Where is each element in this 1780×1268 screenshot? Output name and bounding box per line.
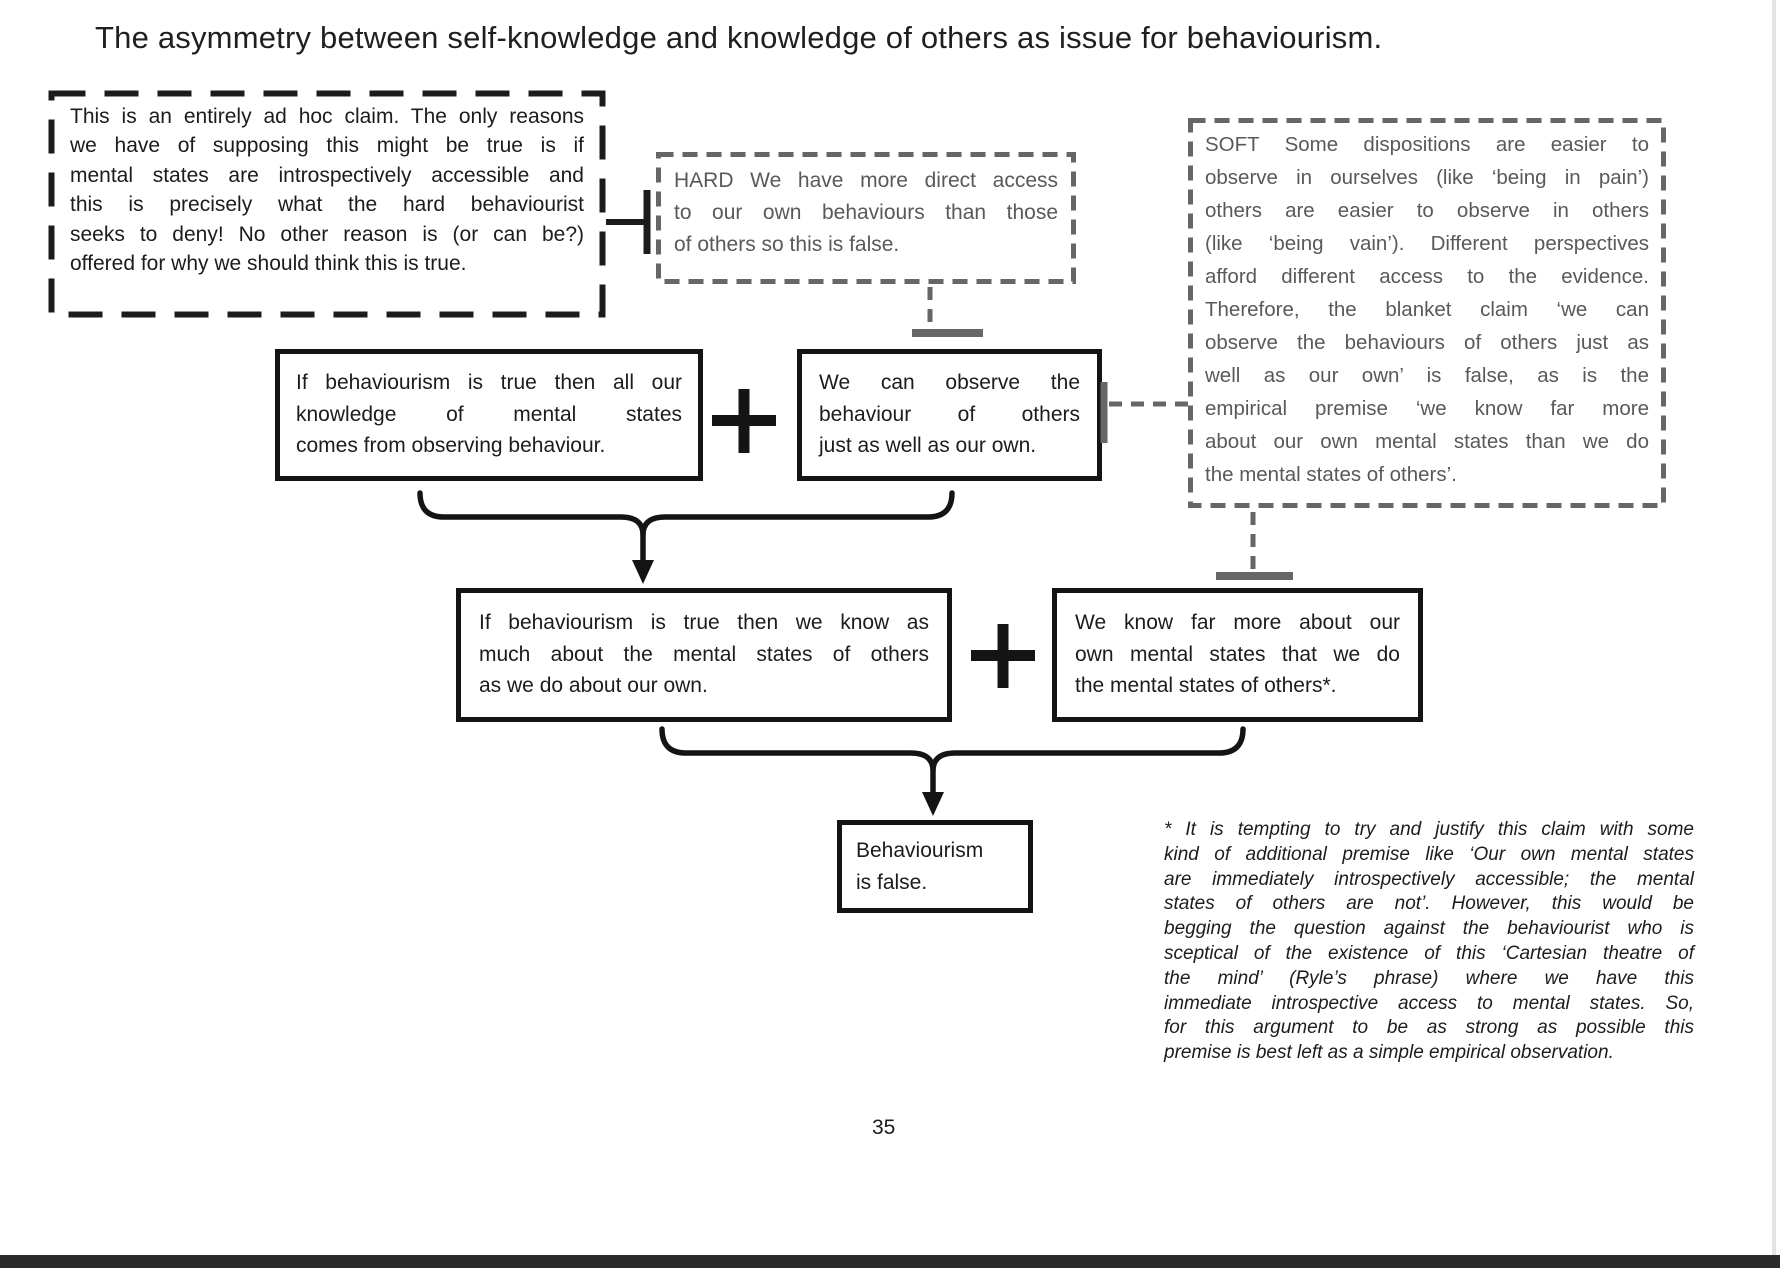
- plus-icon: [712, 389, 776, 453]
- bottom-bar: [0, 1255, 1780, 1268]
- intermediate-conclusion-text: If behaviourism is true then we know as much about the mental states of others as we do about our own.: [479, 611, 929, 697]
- soft-response-text: SOFT Some dispositions are easier to observe in ourselves (like ‘being in pain’) others are easier to observe in others (like ‘being vain’). Different perspectives afford different access to the evidence. Therefore, the blanket claim ‘we can observe the behaviours of others just as well as our own’ is false, as is the empirical premise ‘we know far more about our own mental states than we do the mental states of others’.: [1205, 133, 1649, 486]
- premise-knowledge-text: If behaviourism is true then all our knowledge of mental states comes from observing behaviour.: [296, 371, 682, 457]
- footnote-text: * It is tempting to try and justify this claim with some kind of additional premise like ‘Our own mental states are immediately introspectively accessible; the mental states of others are not’. However, this would be begging the question against the behaviourist who is sceptical of the existence of this ‘Cartesian theatre of the mind’ (Ryle’s phrase) where we have this immediate introspective access to mental states. So, for this argument to be as strong as possible this premise is best left as a simple empirical observation.: [1164, 819, 1694, 1064]
- plus-icon: [971, 624, 1035, 688]
- arrow-to-conclusion: [922, 770, 944, 816]
- premise-asymmetry-text: We know far more about our own mental states that we do the mental states of others*.: [1075, 611, 1400, 697]
- page-number: 35: [872, 1116, 896, 1139]
- premise-box-asymmetry: [1052, 588, 1423, 722]
- premise-observe-text: We can observe the behaviour of others just as well as our own.: [819, 371, 1080, 457]
- brace-row2: [662, 729, 1243, 771]
- hard-response-text: HARD We have more direct access to our own behaviours than those of others so this is false.: [674, 169, 1058, 256]
- objection-connector-soft-to-asymmetry: [1216, 512, 1293, 576]
- annotation-box-soft-response: [1188, 118, 1666, 508]
- objection-connector-hard-to-premise: [912, 287, 983, 333]
- brace-row1: [420, 493, 952, 535]
- premise-box-knowledge-from-behaviour: [275, 349, 703, 481]
- page-title: The asymmetry between self-knowledge and knowledge of others as issue for behaviourism.: [95, 20, 1383, 55]
- premise-box-observe-others: [797, 349, 1102, 481]
- objection-connector-adhoc-to-hard: [606, 190, 647, 254]
- right-edge-line: [1772, 0, 1776, 1255]
- annotation-box-adhoc-claim: [48, 90, 606, 318]
- annotation-box-hard-response: [656, 152, 1076, 284]
- adhoc-claim-text: This is an entirely ad hoc claim. The only reasons we have of supposing this might be true is if mental states are introspectively accessible and this is precisely what the hard behaviourist seeks to deny! No other reason is (or can be?) offered for why we should think this is true.: [70, 105, 584, 276]
- conclusion-text: Behaviourism is false.: [856, 839, 984, 894]
- conclusion-box: [837, 820, 1033, 913]
- intermediate-conclusion-box: [456, 588, 952, 722]
- objection-connector-soft-to-observe: [1104, 382, 1188, 443]
- arrow-to-intermediate-conclusion: [632, 534, 654, 584]
